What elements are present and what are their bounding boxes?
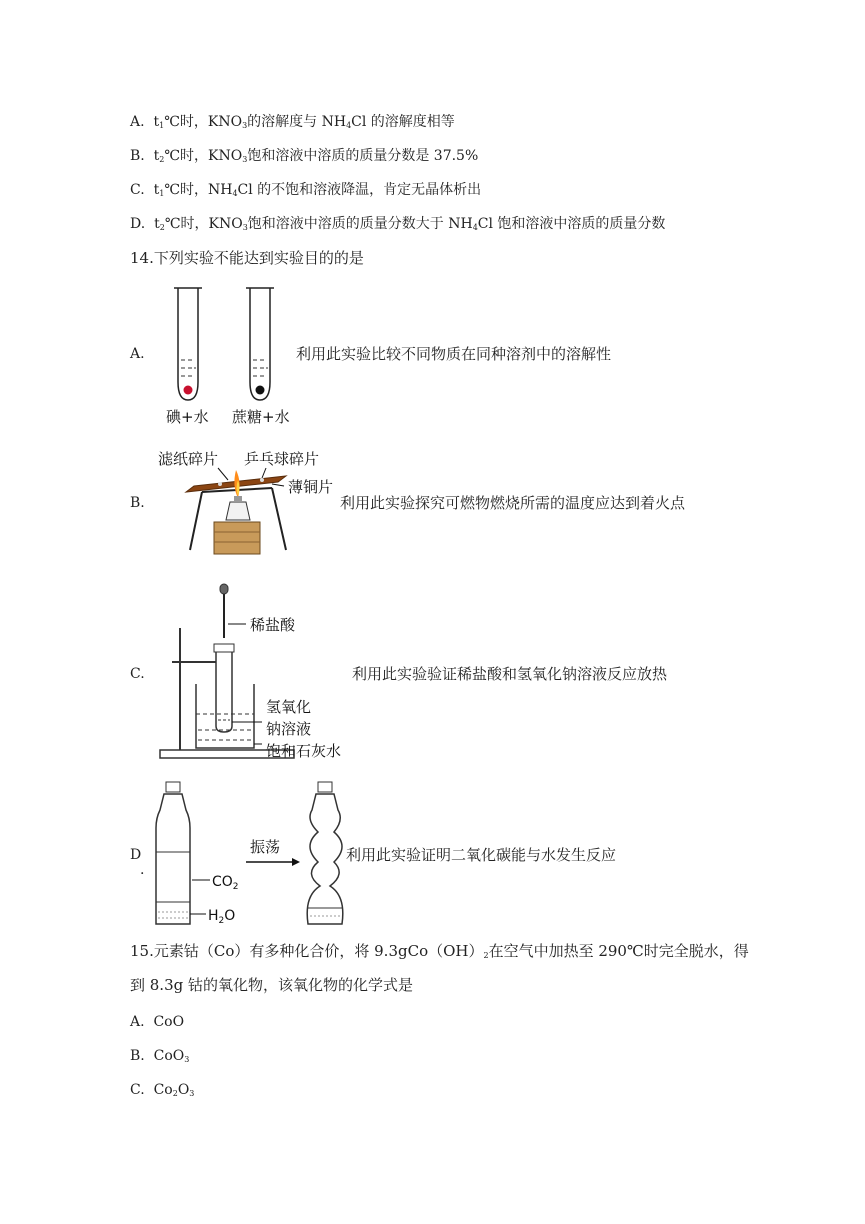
q15-stem-line1: 15.元素钴（Co）有多种化合价，将 $9.3gCo(OH)_2$在空气中加热至 290℃时完全脱水，得 (130, 942, 749, 960)
q15-stem-line2: 到 8.3g 钴的氧化物，该氧化物的化学式是 (130, 976, 413, 994)
q15-option-c: C. $Co_2O_3$ (130, 1082, 195, 1098)
q14-option-a-text: 利用此实验比较不同物质在同种溶剂中的溶解性 (296, 345, 612, 363)
beaker (196, 684, 254, 748)
q13-option-a: A. $t_1℃$时，$KNO_3$的溶解度与 $NH_4Cl$ 的溶解度相等 (130, 114, 455, 130)
q14-option-d-text: 利用此实验证明二氧化碳能与水发生反应 (346, 846, 617, 864)
q13-option-b: B. $t_2℃$时，$KNO_3$饱和溶液中溶质的质量分数是 37.5% (130, 148, 479, 164)
label-iodine-water: 碘+水 (166, 408, 209, 426)
q13-option-c: C. $t_1℃$时，$NH_4Cl$ 的不饱和溶液降温，肯定无晶体析出 (130, 182, 482, 198)
sucrose-test-tube (246, 288, 274, 400)
label-dilute-hcl: 稀盐酸 (250, 616, 296, 634)
q15-option-b: B. CoO$_3$ (130, 1048, 190, 1064)
bottle-shake-figure (150, 776, 350, 932)
alcohol-lamp (226, 502, 250, 520)
label-filter-paper: 滤纸碎片 (158, 450, 219, 468)
neutralization-setup-figure (150, 578, 370, 768)
label-pingpong: 乒乓球碎片 (244, 450, 320, 468)
q14-option-b-letter: B. (130, 495, 145, 511)
label-sucrose-water: 蔗糖+水 (232, 408, 290, 426)
q14-option-c-letter: C. (130, 666, 145, 682)
label-limewater: 饱和石灰水 (266, 742, 342, 760)
q14-option-a-letter: A. (130, 346, 145, 362)
q14-option-d-dot: . (140, 862, 145, 878)
iodine-test-tube (174, 288, 202, 400)
test-tubes-figure (150, 282, 310, 432)
q14-stem: 14.下列实验不能达到实验目的的是 (130, 249, 364, 267)
combustion-setup-figure (150, 440, 350, 570)
q13-option-d: D. $t_2℃$时，$KNO_3$饱和溶液中溶质的质量分数大于 $NH_4Cl$ 饱和溶液中溶质的质量分数 (130, 216, 666, 232)
label-naoh-2: 钠溶液 (266, 720, 312, 738)
q14-option-b-text: 利用此实验探究可燃物燃烧所需的温度应达到着火点 (340, 494, 686, 512)
bottle-before (156, 782, 190, 924)
iodine-particle (184, 386, 193, 395)
label-copper-sheet: 薄铜片 (288, 478, 334, 496)
bottle-after (307, 782, 343, 924)
sucrose-particle (256, 386, 265, 395)
label-co2: $CO_2$ (212, 874, 239, 892)
q15-option-a: A. CoO (130, 1014, 185, 1030)
label-h2o: $H_2O$ (208, 908, 236, 926)
label-shake: 振荡 (250, 838, 281, 856)
dropper-bulb (220, 584, 228, 594)
wooden-block (214, 522, 260, 554)
label-naoh-1: 氢氧化 (266, 698, 312, 716)
q14-option-d-letter: D (130, 847, 142, 863)
q14-option-c-text: 利用此实验验证稀盐酸和氢氧化钠溶液反应放热 (352, 665, 668, 683)
